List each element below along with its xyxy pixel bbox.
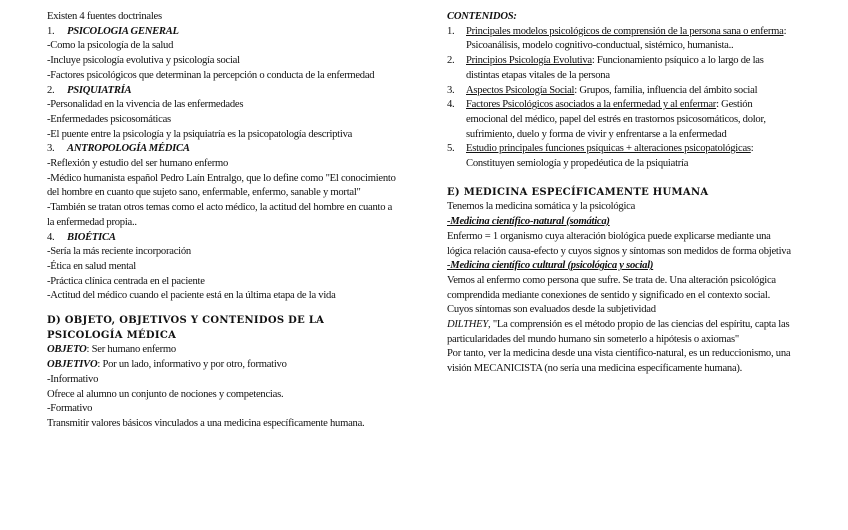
section-e-heading: E) MEDICINA ESPECÍFICAMENTE HUMANA xyxy=(447,186,709,198)
section-1-heading xyxy=(47,25,399,40)
text-line: -Informativo xyxy=(47,373,99,385)
objetivo-label: OBJETIVO xyxy=(47,359,98,371)
section-title: PSIQUIATRÍA xyxy=(67,84,132,96)
item-description: : Grupos, familia, influencia del ámbito social xyxy=(574,84,758,96)
contenidos-list xyxy=(447,25,792,172)
item-number: 1. xyxy=(447,25,455,37)
item-number: 2. xyxy=(447,55,455,67)
list-item xyxy=(447,84,792,99)
section-title: PSICOLOGIA GENERAL xyxy=(67,25,179,37)
list-item: -Factores psicológicos que determinan la percepción o conducta de la enfermedad xyxy=(47,69,375,81)
medicina-somatica-text: Enfermo = 1 organismo cuya alteración biológica puede explicarse mediante una lógica relación causa-efecto y cuyos signos y síntomas son medidos de forma objetiva xyxy=(447,230,791,257)
conclusion: Por tanto, ver la medicina desde una vista científico-natural, es un reduccionismo, una visión MECANICISTA (no sería una medicina específicamente humana). xyxy=(447,348,791,375)
section-title: ANTROPOLOGÍA MÉDICA xyxy=(67,143,190,155)
section-number: 2. xyxy=(47,84,55,96)
section-4-heading xyxy=(47,231,399,246)
section-number: 4. xyxy=(47,231,55,243)
e-intro: Tenemos la medicina somática y la psicológica xyxy=(447,201,636,213)
objeto-text: : Ser humano enfermo xyxy=(86,344,176,356)
medicina-cultural-text: Vemos al enfermo como persona que sufre. Se trata de. Una alteración psicológica comprendida mediante conexiones de sentido y significado en el contexto social. Cuyos síntomas son evaluados desde la subjetividad xyxy=(447,274,776,316)
objeto-line xyxy=(47,343,399,358)
text-line: Transmitir valores básicos vinculados a una medicina específicamente humana. xyxy=(47,417,365,429)
item-number: 4. xyxy=(447,99,455,111)
list-item: -El puente entre la psicología y la psiquiatría es la psicopatología descriptiva xyxy=(47,128,353,140)
section-2-heading xyxy=(47,84,399,99)
left-column xyxy=(47,10,399,432)
list-item xyxy=(447,54,792,83)
list-item: -Práctica clínica centrada en el paciente xyxy=(47,275,205,287)
section-number: 3. xyxy=(47,143,55,155)
objeto-label: OBJETO xyxy=(47,344,87,356)
objetivo-text: : Por un lado, informativo y por otro, formativo xyxy=(97,359,287,371)
section-d-heading: D) OBJETO, OBJETIVOS Y CONTENIDOS DE LA PSICOLOGÍA MÉDICA xyxy=(47,315,325,341)
right-column xyxy=(447,10,792,377)
list-item: -También se tratan otros temas como el acto médico, la actitud del hombre en cuanto a la enfermedad propia.. xyxy=(47,202,393,228)
dilthey-quote xyxy=(447,318,792,347)
list-item: -Incluye psicología evolutiva y psicología social xyxy=(47,55,240,67)
text-line: Ofrece al alumno un conjunto de nociones y competencias. xyxy=(47,388,284,400)
item-description: : Psicoanálisis, modelo cognitivo-conductual, sistémico, humanista.. xyxy=(466,25,787,52)
item-description: : Gestión emocional del médico, papel del estrés en trastornos psicosomáticos, dolor, sufrimiento, duelo y forma de vivir y enfrentarse a la enfermedad xyxy=(466,99,766,140)
list-item xyxy=(447,98,792,142)
list-item: -Actitud del médico cuando el paciente está en la última etapa de la vida xyxy=(47,290,336,302)
list-item xyxy=(447,142,792,171)
list-item: -Reflexión y estudio del ser humano enfermo xyxy=(47,158,229,170)
list-item: -Enfermedades psicosomáticas xyxy=(47,113,171,125)
item-description: : Funcionamiento psíquico a lo largo de las distintas etapas vitales de la persona xyxy=(466,55,764,81)
dilthey-quote-text: , "La comprensión es el método propio de las ciencias del espíritu, capta las particularidades del mundo humano sin someterlo a hipótesis o axiomas" xyxy=(447,319,790,345)
item-topic: Principales modelos psicológicos de comprensión de la persona sana o enferma xyxy=(466,25,784,37)
item-topic: Factores Psicológicos asociados a la enfermedad y al enfermar xyxy=(466,99,717,111)
contenidos-title: CONTENIDOS: xyxy=(447,11,517,22)
item-number: 3. xyxy=(447,84,455,96)
section-3-heading xyxy=(47,142,399,157)
section-title: BIOÉTICA xyxy=(67,231,116,243)
medicina-somatica-title: -Medicina científico-natural (somática) xyxy=(447,216,610,228)
list-item xyxy=(447,25,792,54)
objetivo-line xyxy=(47,358,399,373)
medicina-cultural-title: -Medicina científico cultural (psicológica y social) xyxy=(447,260,654,272)
item-topic: Aspectos Psicología Social xyxy=(466,84,575,96)
list-item: -Personalidad en la vivencia de las enfermedades xyxy=(47,99,244,111)
list-item: -Ética en salud mental xyxy=(47,260,136,272)
item-description: : Constituyen semiología y propedéutica de la psiquiatría xyxy=(466,143,754,170)
item-topic: Estudio principales funciones psíquicas + alteraciones psicopatológicas xyxy=(466,143,751,155)
list-item: -Como la psicología de la salud xyxy=(47,40,174,52)
dilthey-name: DILTHEY xyxy=(447,319,489,331)
item-number: 5. xyxy=(447,143,455,155)
item-topic: Principios Psicología Evolutiva xyxy=(466,55,592,67)
list-item: -Sería la más reciente incorporación xyxy=(47,246,191,258)
intro-line: Existen 4 fuentes doctrinales xyxy=(47,11,162,22)
list-item: -Médico humanista español Pedro Laín Entralgo, que lo define como "El conocimiento del hombre en cuanto que sujeto sano, enfermable, enfermo, sanable y mortal" xyxy=(47,172,396,199)
text-line: -Formativo xyxy=(47,403,93,415)
section-number: 1. xyxy=(47,25,55,37)
